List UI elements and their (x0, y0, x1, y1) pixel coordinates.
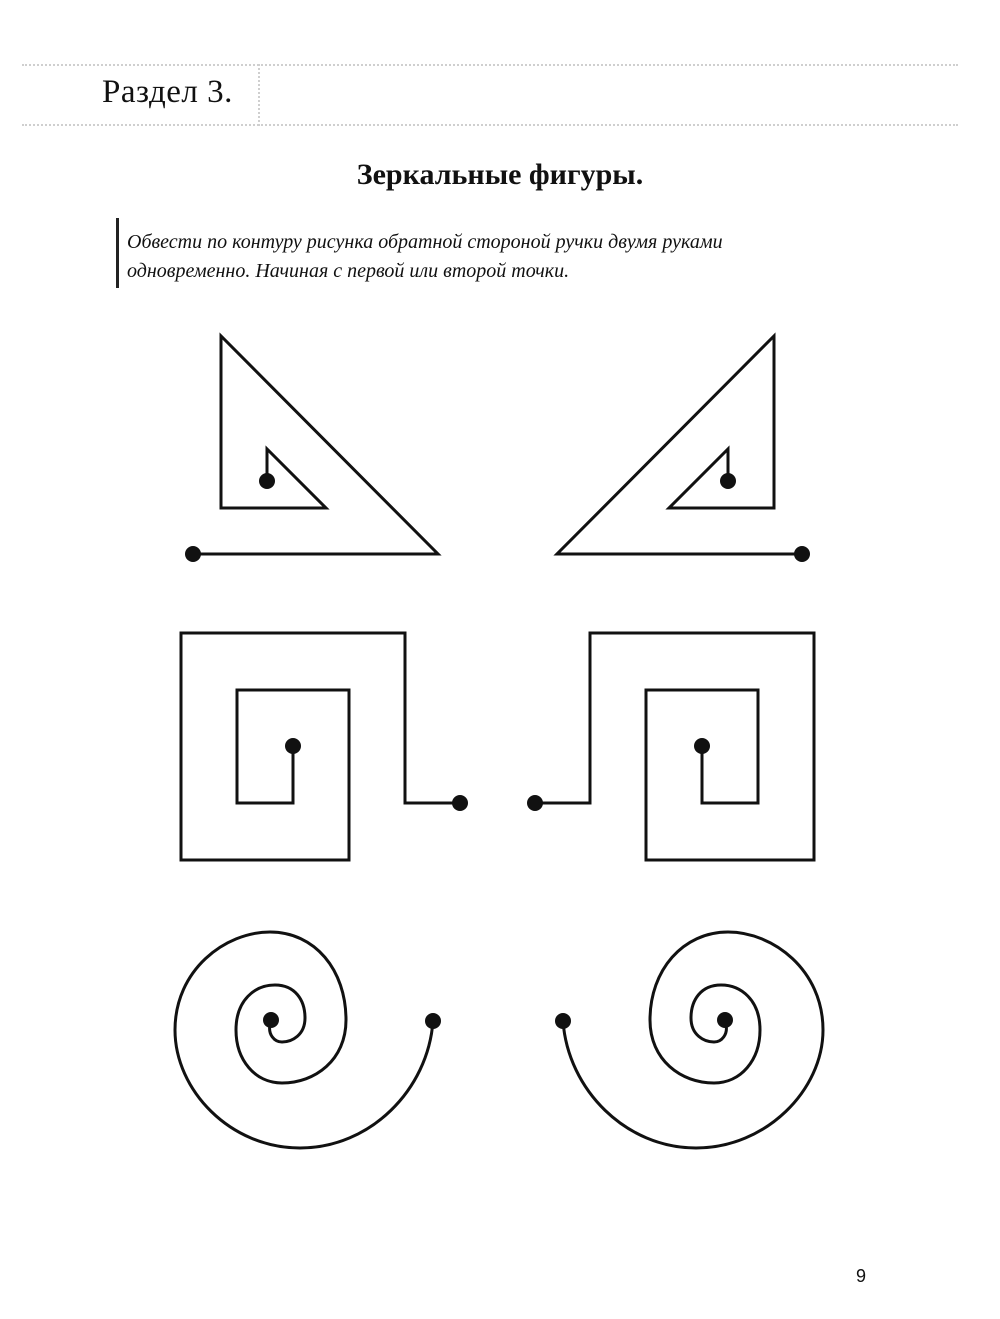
end-dot (263, 1012, 279, 1028)
start-dot (425, 1013, 441, 1029)
end-dot (720, 473, 736, 489)
triangle-spiral-left (185, 336, 438, 562)
end-dot (285, 738, 301, 754)
end-dot (259, 473, 275, 489)
end-dot (717, 1012, 733, 1028)
square-spiral-right (527, 633, 814, 860)
round-spiral-left (175, 932, 441, 1148)
end-dot (694, 738, 710, 754)
round-spiral-right (555, 932, 823, 1148)
instruction-line-1: Обвести по контуру рисунка обратной стороной ручки двумя руками (127, 231, 723, 253)
instruction-line-2: одновременно. Начиная с первой или второй точки. (127, 260, 570, 282)
section-label: Раздел 3. (102, 74, 233, 110)
page-title: Зеркальные фигуры. (356, 158, 644, 191)
start-dot (452, 795, 468, 811)
start-dot (794, 546, 810, 562)
start-dot (555, 1013, 571, 1029)
start-dot (185, 546, 201, 562)
start-dot (527, 795, 543, 811)
triangle-spiral-right (557, 336, 810, 562)
page-number: 9 (856, 1266, 867, 1286)
square-spiral-left (181, 633, 468, 860)
